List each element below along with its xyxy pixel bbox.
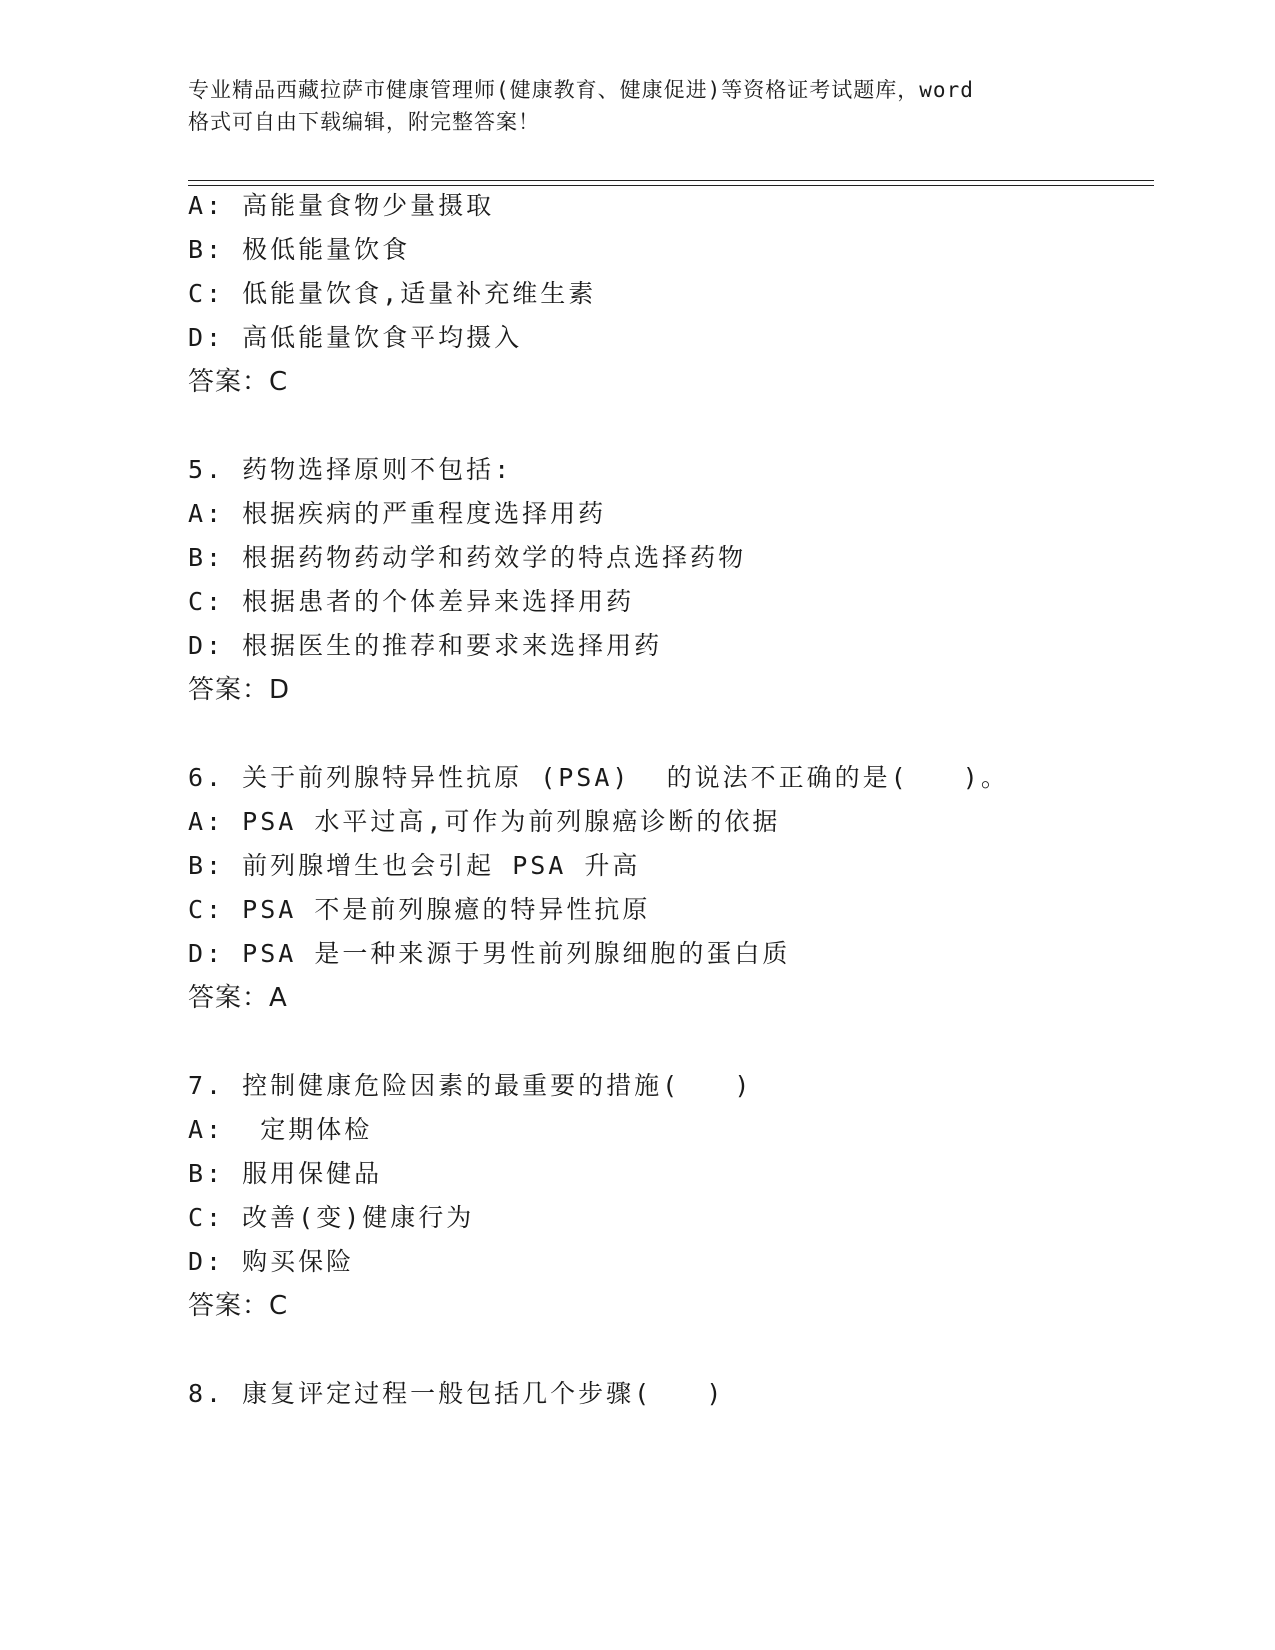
header-divider-top bbox=[188, 180, 1154, 181]
option-b: B: 前列腺增生也会引起 PSA 升高 bbox=[188, 851, 641, 880]
question-5: 5. 药物选择原则不包括: bbox=[188, 455, 513, 484]
option-c: C: 低能量饮食,适量补充维生素 bbox=[188, 279, 597, 308]
option-b: B: 服用保健品 bbox=[188, 1159, 383, 1188]
option-b: B: 极低能量饮食 bbox=[188, 235, 411, 264]
question-7: 7. 控制健康危险因素的最重要的措施( ) bbox=[188, 1071, 753, 1100]
option-d: D: 购买保险 bbox=[188, 1247, 355, 1276]
header-divider-bottom bbox=[188, 185, 1154, 186]
document-header bbox=[188, 74, 1088, 138]
question-8: 8. 康复评定过程一般包括几个步骤( ) bbox=[188, 1379, 725, 1408]
option-a: A: PSA 水平过高,可作为前列腺癌诊断的依据 bbox=[188, 807, 781, 836]
header-line-1: 专业精品西藏拉萨市健康管理师(健康教育、健康促进)等资格证考试题库，word bbox=[188, 78, 974, 102]
answer: 答案：A bbox=[188, 983, 288, 1013]
answer: 答案：D bbox=[188, 675, 291, 705]
answer: 答案：C bbox=[188, 1291, 289, 1321]
question-6: 6. 关于前列腺特异性抗原 (PSA) 的说法不正确的是( )。 bbox=[188, 763, 1009, 792]
option-d: D: 根据医生的推荐和要求来选择用药 bbox=[188, 631, 663, 660]
option-c: C: PSA 不是前列腺癔的特异性抗原 bbox=[188, 895, 651, 924]
option-d: D: PSA 是一种来源于男性前列腺细胞的蛋白质 bbox=[188, 939, 791, 968]
option-b: B: 根据药物药动学和药效学的特点选择药物 bbox=[188, 543, 747, 572]
option-d: D: 高低能量饮食平均摄入 bbox=[188, 323, 523, 352]
header-line-2: 格式可自由下载编辑，附完整答案！ bbox=[188, 110, 540, 134]
option-c: C: 根据患者的个体差异来选择用药 bbox=[188, 587, 635, 616]
answer: 答案：C bbox=[188, 367, 289, 397]
option-c: C: 改善(变)健康行为 bbox=[188, 1203, 475, 1232]
option-a: A: 高能量食物少量摄取 bbox=[188, 191, 495, 220]
option-a: A: 定期体检 bbox=[188, 1115, 373, 1144]
option-a: A: 根据疾病的严重程度选择用药 bbox=[188, 499, 607, 528]
